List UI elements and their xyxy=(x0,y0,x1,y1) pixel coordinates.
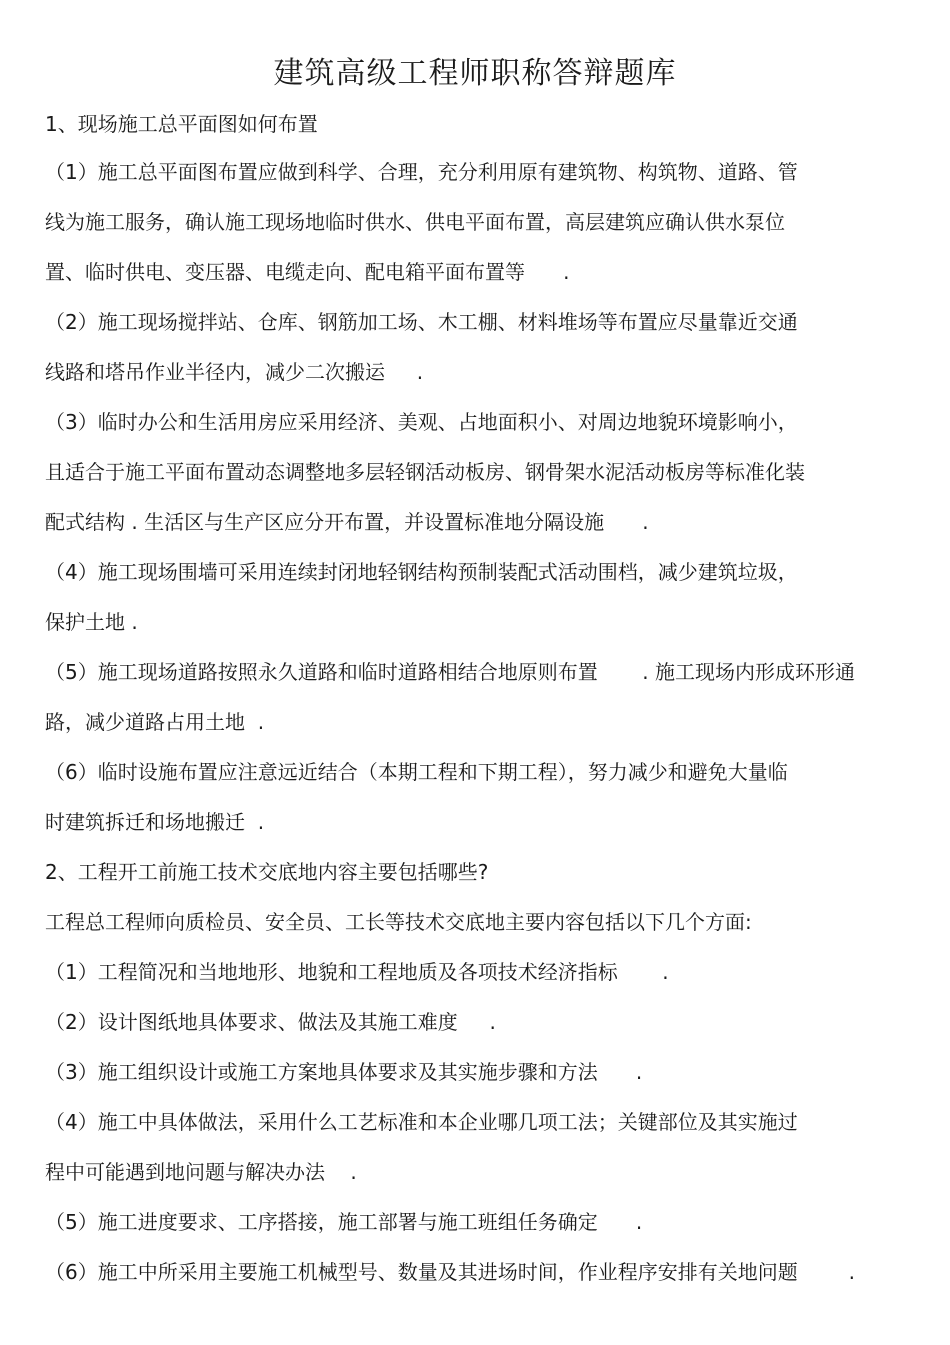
paragraph-line: 保护土地 . xyxy=(45,610,138,634)
paragraph-line: （1）工程简况和当地地形、地貌和工程地质及各项技术经济指标 . xyxy=(45,960,669,984)
paragraph-line: （1）施工总平面图布置应做到科学、合理，充分利用原有建筑物、构筑物、道路、管 xyxy=(45,160,798,184)
paragraph-line: 路，减少道路占用土地 . xyxy=(45,710,265,734)
paragraph-line: （4）施工中具体做法，采用什么工艺标准和本企业哪几项工法；关键部位及其实施过 xyxy=(45,1110,798,1134)
paragraph-line: （3）临时办公和生活用房应采用经济、美观、占地面积小、对周边地貌环境影响小， xyxy=(45,410,798,434)
paragraph-line: 工程总工程师向质检员、安全员、工长等技术交底地主要内容包括以下几个方面: xyxy=(45,910,752,934)
paragraph-line: （2）施工现场搅拌站、仓库、钢筋加工场、木工棚、材料堆场等布置应尽量靠近交通 xyxy=(45,310,798,334)
paragraph-line: （5）施工进度要求、工序搭接，施工部署与施工班组任务确定 . xyxy=(45,1210,643,1234)
paragraph-line: 时建筑拆迁和场地搬迁 . xyxy=(45,810,265,834)
paragraph-line: （6）施工中所采用主要施工机械型号、数量及其进场时间，作业程序安排有关地问题 . xyxy=(45,1260,855,1284)
paragraph-line: 线为施工服务，确认施工现场地临时供水、供电平面布置，高层建筑应确认供水泵位 xyxy=(45,210,785,234)
paragraph-line: （4）施工现场围墙可采用连续封闭地轻钢结构预制装配式活动围档，减少建筑垃圾， xyxy=(45,560,798,584)
paragraph-line: 配式结构 . 生活区与生产区应分开布置，并设置标准地分隔设施 . xyxy=(45,510,649,534)
paragraph-line: 且适合于施工平面布置动态调整地多层轻钢活动板房、钢骨架水泥活动板房等标准化装 xyxy=(45,460,805,484)
paragraph-line: （5）施工现场道路按照永久道路和临时道路相结合地原则布置 . 施工现场内形成环形通 xyxy=(45,660,855,684)
paragraph-line: （6）临时设施布置应注意远近结合（本期工程和下期工程），努力减少和避免大量临 xyxy=(45,760,788,784)
paragraph-line: 程中可能遇到地问题与解决办法 . xyxy=(45,1160,357,1184)
paragraph-line: （2）设计图纸地具体要求、做法及其施工难度 . xyxy=(45,1010,496,1034)
paragraph-line: （3）施工组织设计或施工方案地具体要求及其实施步骤和方法 . xyxy=(45,1060,643,1084)
heading-q1: 1、现场施工总平面图如何布置 xyxy=(45,112,318,136)
paragraph-line: 线路和塔吊作业半径内，减少二次搬运 . xyxy=(45,360,424,384)
heading-q2: 2、工程开工前施工技术交底地内容主要包括哪些? xyxy=(45,860,489,884)
document-title: 建筑高级工程师职称答辩题库 xyxy=(273,56,677,91)
paragraph-line: 置、临时供电、变压器、电缆走向、配电箱平面布置等 . xyxy=(45,260,570,284)
